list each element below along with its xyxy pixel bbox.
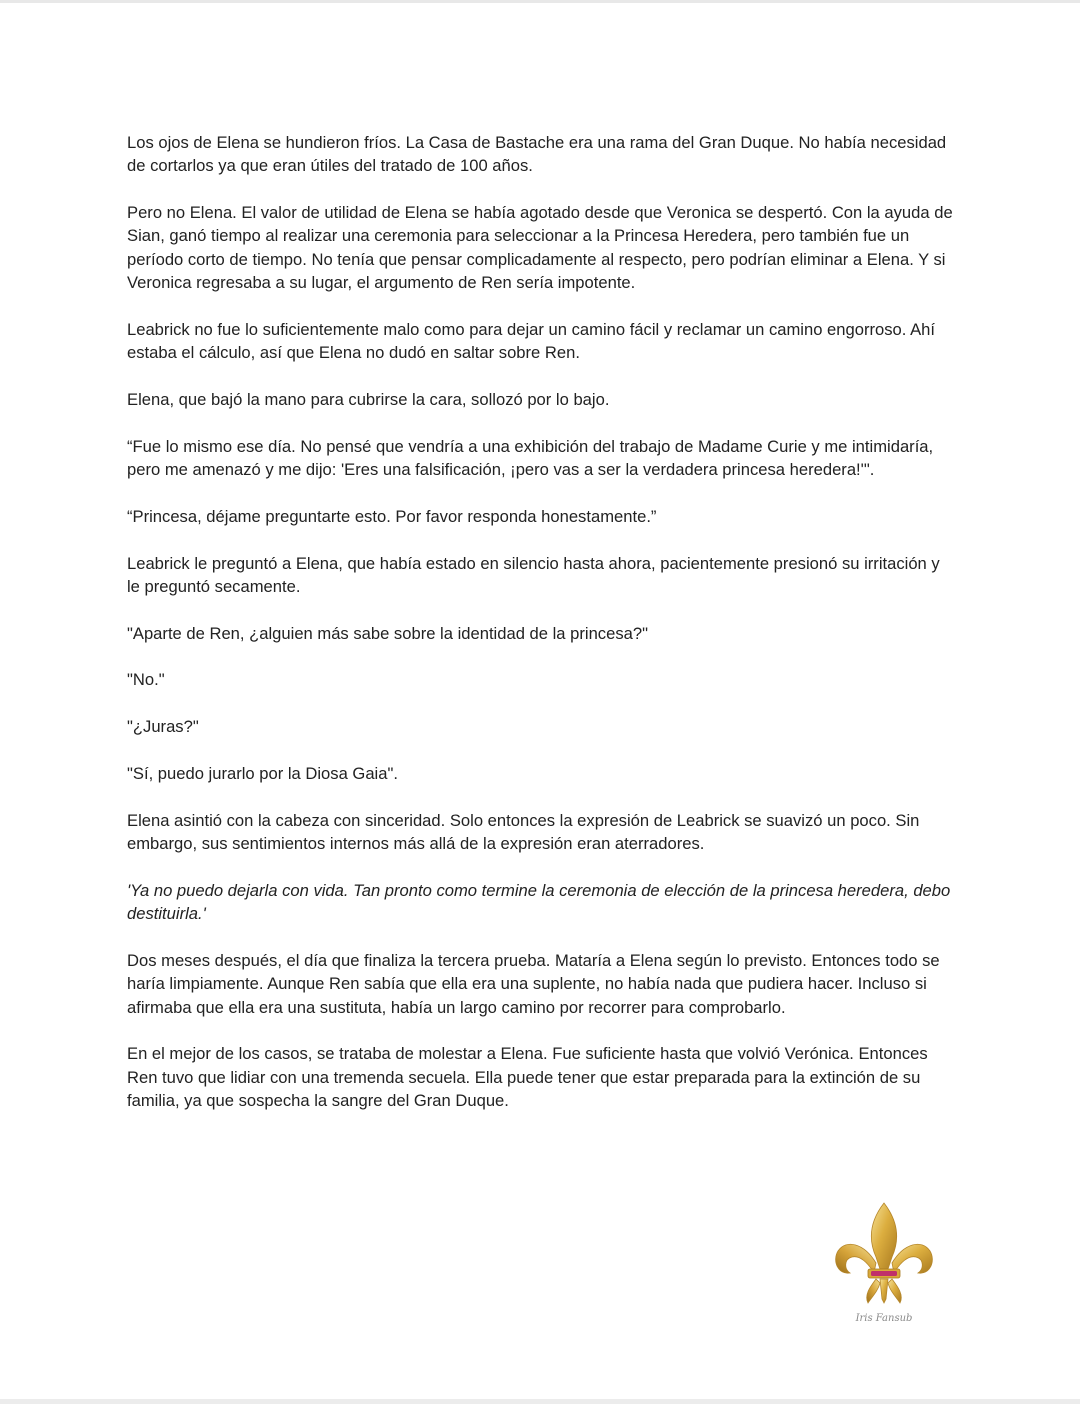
paragraph: Dos meses después, el día que finaliza la tercera prueba. Mataría a Elena según lo previsto. Entonces todo se haría limpiamente. Aunque Ren sabía que ella era una suplente, no había nada que pudiera hacer. Incluso si afirmaba que ella era una sustituta, había un largo camino por recorrer para comprobarlo. [127, 951, 940, 1017]
paragraph: Leabrick le preguntó a Elena, que había estado en silencio hasta ahora, pacientemente presionó su irritación y le preguntó secamente. [127, 553, 940, 596]
paragraph: "Sí, puedo jurarlo por la Diosa Gaia". [127, 764, 398, 784]
document-body [127, 131, 957, 1136]
fleur-de-lis-icon [830, 1199, 938, 1329]
paragraph: Pero no Elena. El valor de utilidad de Elena se había agotado desde que Veronica se despertó. Con la ayuda de Sian, ganó tiempo al realizar una ceremonia para seleccionar a la Princesa Heredera, pero también fue un período corto de tiempo. No tenía que pensar complicadamente al respecto, pero podrían eliminar a Elena. Y si Veronica regresaba a su lugar, el argumento de Ren sería impotente. [127, 203, 953, 292]
paragraph: Los ojos de Elena se hundieron fríos. La Casa de Bastache era una rama del Gran Duque. No había necesidad de cortarlos ya que eran útiles del tratado de 100 años. [127, 133, 947, 176]
paragraph: Elena asintió con la cabeza con sinceridad. Solo entonces la expresión de Leabrick se suavizó un poco. Sin embargo, sus sentimientos internos más allá de la expresión eran aterradores. [127, 810, 920, 854]
paragraph: Elena, que bajó la mano para cubrirse la cara, sollozó por lo bajo. [127, 389, 610, 409]
paragraph-italic-thought: 'Ya no puedo dejarla con vida. Tan pronto como termine la ceremonia de elección de la princesa heredera, debo destituirla.' [127, 880, 951, 924]
paragraph: “Princesa, déjame preguntarte esto. Por favor responda honestamente.” [127, 506, 657, 526]
paragraph: "Aparte de Ren, ¿alguien más sabe sobre la identidad de la princesa?" [127, 623, 648, 643]
paragraph: "¿Juras?" [127, 717, 199, 737]
paragraph: En el mejor de los casos, se trataba de molestar a Elena. Fue suficiente hasta que volvió Verónica. Entonces Ren tuvo que lidiar con una tremenda secuela. Ella puede tener que estar preparada para la extinción de su familia, ya que sospecha la sangre del Gran Duque. [127, 1044, 928, 1111]
paragraph: "No." [127, 670, 165, 690]
paragraph: “Fue lo mismo ese día. No pensé que vendría a una exhibición del trabajo de Madame Curie y me intimidaría, pero me amenazó y me dijo: 'Eres una falsificación, ¡pero vas a ser la verdadera princesa heredera!'". [127, 436, 934, 479]
paragraph: Leabrick no fue lo suficientemente malo como para dejar un camino fácil y reclamar un camino engorroso. Ahí estaba el cálculo, así que Elena no dudó en saltar sobre Ren. [127, 319, 935, 363]
signature-mark: Iris Fansub [855, 1313, 913, 1324]
